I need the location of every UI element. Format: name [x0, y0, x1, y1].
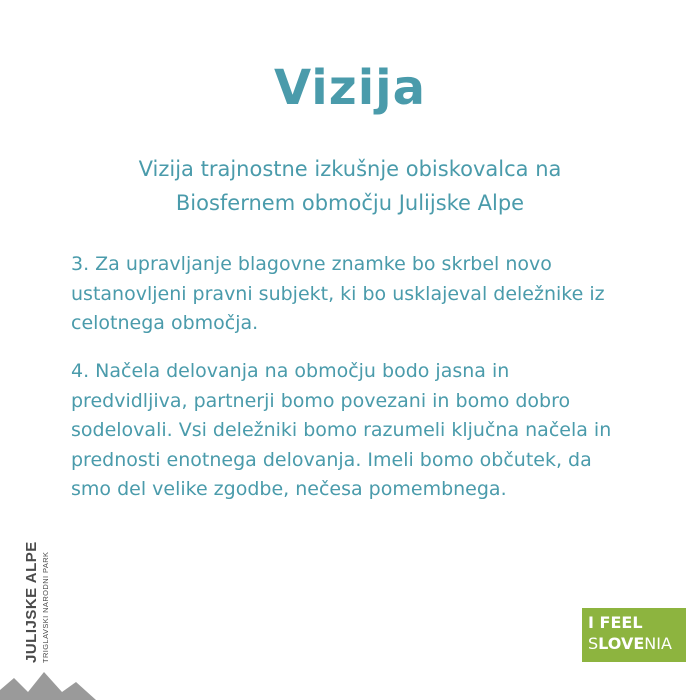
logo-line-1: I FEEL: [588, 613, 643, 632]
paragraph-line: predvidljiva, partnerji bomo povezani in bomo dobro: [71, 389, 571, 412]
mountain-graphic: [0, 668, 110, 700]
paragraph-line: 4. Načela delovanja na območju bodo jasna in: [71, 360, 510, 382]
logo-s: S: [588, 634, 599, 653]
brand-name: JULIJSKE ALPE: [23, 541, 40, 663]
julijske-alpe-logo: [14, 540, 54, 665]
i-feel-slovenia-logo: [582, 608, 686, 662]
page-title: Vizija: [274, 60, 426, 116]
paragraph-line: prednosti enotnega delovanja. Imeli bomo občutek, da: [71, 448, 592, 471]
paragraph-line: 3. Za upravljanje blagovne znamke bo skrbel novo: [71, 253, 552, 275]
brand-tagline: TRIGLAVSKI NARODNI PARK: [41, 551, 50, 663]
paragraph-line: smo del velike zgodbe, nečesa pomembnega.: [71, 478, 507, 500]
logo-love: LOVE: [598, 634, 645, 653]
subtitle-line: Vizija trajnostne izkušnje obiskovalca na: [138, 157, 562, 181]
paragraph-line: ustanovljeni pravni subjekt, ki bo usklajeval deležnike iz: [71, 282, 605, 305]
subtitle: [60, 152, 640, 220]
paragraph-line: sodelovali. Vsi deležniki bomo razumeli ključna načela in: [71, 419, 612, 441]
paragraph-4: [71, 357, 641, 505]
subtitle-line: Biosfernem območju Julijske Alpe: [175, 191, 525, 215]
logo-line-2: [588, 634, 672, 653]
paragraph-line: celotnega območja.: [71, 312, 259, 334]
logo-nia: NIA: [644, 634, 672, 653]
mountain-shape: [0, 672, 96, 700]
paragraph-3: [71, 250, 641, 339]
